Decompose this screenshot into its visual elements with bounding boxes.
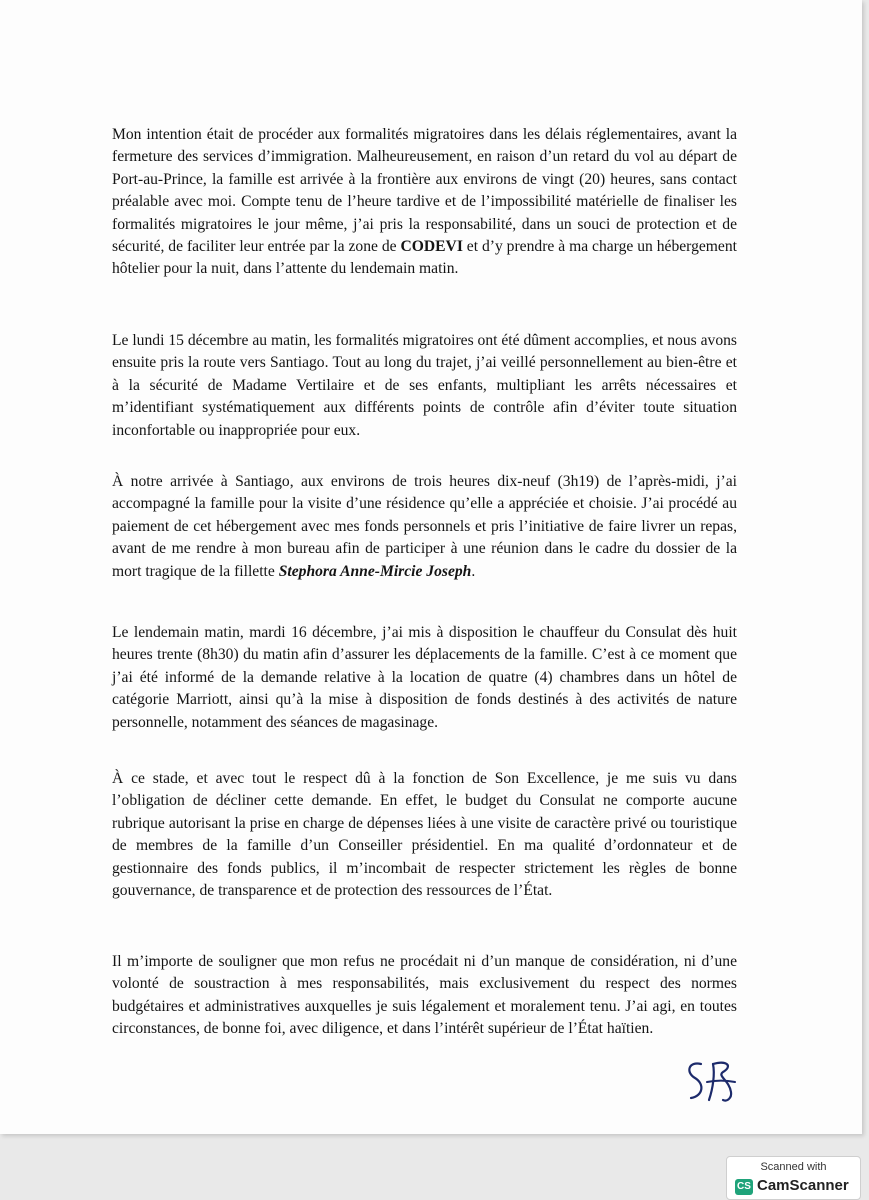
camscanner-logo-icon: CS <box>735 1179 753 1195</box>
watermark-scanned-with: Scanned with <box>760 1161 827 1173</box>
paragraph-6: Il m’importe de souligner que mon refus ne procédait ni d’un manque de considération, ni d’une volonté de soustraction à mes responsabilités, mais exclusivement du respect des normes budgétaires et administratives auxquelles je suis légalement et moralement tenu. J’ai agi, en toutes circonstances, de bonne foi, avec diligence, et dans l’intérêt supérieur de l’État haïtien. <box>112 953 737 1038</box>
emphasized-text: Stephora Anne-Mircie Joseph <box>278 562 472 580</box>
paragraph-4: Le lendemain matin, mardi 16 décembre, j’ai mis à disposition le chauffeur du Consulat dès huit heures trente (8h30) du matin afin d’assurer les déplacements de la famille. C’est à ce moment que j’ai été informé de la demande relative à la location de quatre (4) chambres dans un hôtel de catégorie Marriott, ainsi qu’à la mise à disposition de fonds destinés à des activités de nature personnelle, notamment des séances de magasinage. <box>112 624 737 731</box>
paragraph-5: À ce stade, et avec tout le respect dû à la fonction de Son Excellence, je me suis vu dans l’obligation de décliner cette demande. En effet, le budget du Consulat ne comporte aucune rubrique autorisant la prise en charge de dépenses liées à une visite de caractère privé ou touristique de membres de la famille d’un Conseiller présidentiel. En ma qualité d’ordonnateur et de gestionnaire des fonds publics, il m’incombait de respecter strictement les règles de bonne gouvernance, de transparence et de protection des ressources de l’État. <box>112 770 737 900</box>
watermark-brand-name: CamScanner <box>757 1177 849 1194</box>
emphasized-text: CODEVI <box>400 238 463 256</box>
signature-icon <box>683 1058 739 1106</box>
camscanner-watermark <box>726 1156 861 1200</box>
paragraph-2: Le lundi 15 décembre au matin, les formalités migratoires ont été dûment accomplies, et nous avons ensuite pris la route vers Santiago. Tout au long du trajet, j’ai veillé personnellement au bien-être et à la sécurité de Madame Vertilaire et de ses enfants, multipliant les arrêts nécessaires et m’identifiant systématiquement aux différents points de contrôle afin d’éviter toute situation inconfortable ou inappropriée pour eux. <box>112 332 737 439</box>
paragraph-1: Mon intention était de procéder aux formalités migratoires dans les délais réglementaires, avant la fermeture des services d’immigration. Malheureusement, en raison d’un retard du vol au départ de Port-au-Prince, la famille est arrivée à la frontière aux environs de vingt (20) heures, sans contact préalable avec moi. Compte tenu de l’heure tardive et de l’impossibilité matérielle de finaliser les formalités migratoires le jour même, j’ai pris la responsabilité, dans un souci de protection et de sécurité, de faciliter leur entrée par la zone de CODEVI et d’y prendre à ma charge un hébergement hôtelier pour la nuit, dans l’attente du lendemain matin. <box>112 126 737 278</box>
paragraph-3: À notre arrivée à Santiago, aux environs de trois heures dix-neuf (3h19) de l’après-midi, j’ai accompagné la famille pour la visite d’une résidence qu’elle a appréciée et choisie. J’ai procédé au paiement de cet hébergement avec mes fonds personnels et pris l’initiative de faire livrer un repas, avant de me rendre à mon bureau afin de participer à une réunion dans le cadre du dossier de la mort tragique de la fillette Stephora Anne-Mircie Joseph. <box>112 473 737 580</box>
